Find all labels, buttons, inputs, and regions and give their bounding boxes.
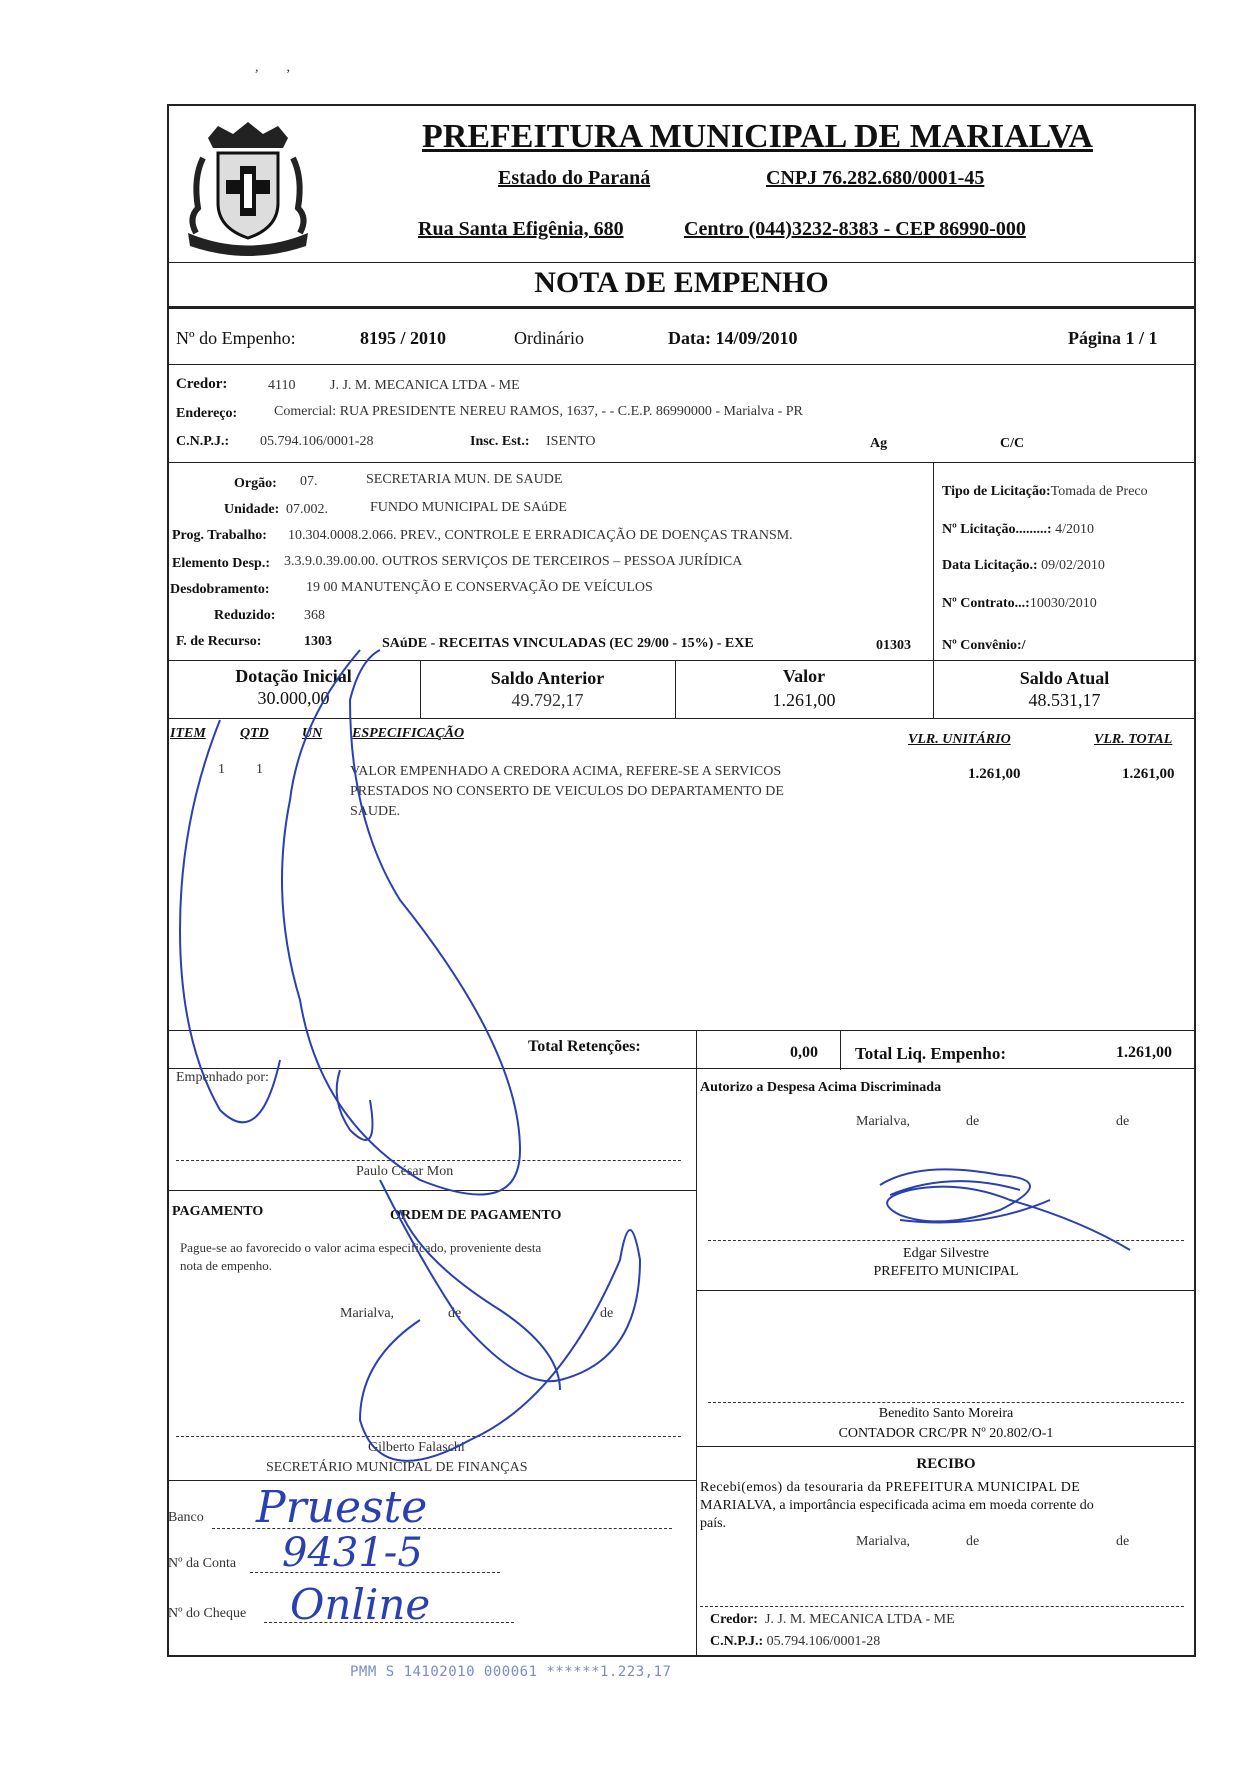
left-arc-stroke	[180, 720, 280, 1122]
credor-code: 4110	[268, 378, 296, 393]
credor-insc: ISENTO	[546, 434, 596, 449]
empenho-page: Página 1 / 1	[1068, 328, 1158, 348]
empenho-number-label: Nº do Empenho:	[176, 328, 296, 348]
pagamento-date-de-1: de	[448, 1306, 462, 1321]
credor-name: J. J. M. MECANICA LTDA - ME	[330, 378, 520, 393]
contador-name: Benedito Santo Moreira	[878, 1406, 1014, 1421]
row-unit-value: 1.261,00	[968, 766, 1021, 782]
row-item: 1	[218, 762, 225, 777]
unidade-label: Unidade:	[224, 502, 280, 517]
contrato-value: 10030/2010	[1029, 596, 1097, 611]
orgao-label: Orgão:	[234, 476, 277, 491]
recurso-label: F. de Recurso:	[176, 634, 262, 649]
prefeito-role: PREFEITO MUNICIPAL	[873, 1264, 1019, 1279]
recibo-date-de-2: de	[1116, 1534, 1130, 1549]
diagonal-signature-stroke	[360, 1180, 640, 1461]
credor-label: Credor:	[176, 376, 228, 392]
contador-role: CONTADOR CRC/PR Nº 20.802/O-1	[838, 1426, 1054, 1441]
empenho-type: Ordinário	[514, 328, 584, 348]
autorizo-date-de-2: de	[1116, 1114, 1130, 1129]
recurso-code: 1303	[304, 634, 332, 649]
conta-label: Nº da Conta	[168, 1556, 237, 1571]
row-qtd: 1	[256, 762, 263, 777]
recibo-date-de-1: de	[966, 1534, 980, 1549]
row-spec-line1: VALOR EMPENHADO A CREDORA ACIMA, REFERE-SE A SERVICOS	[350, 764, 782, 779]
pagamento-date-de-2: de	[600, 1306, 614, 1321]
convenio: Nº Convênio:/	[942, 638, 1026, 653]
contrato: Nº Contrato...:10030/2010	[942, 596, 1097, 611]
document-title: NOTA DE EMPENHO	[534, 266, 829, 299]
empenho-date: Data: 14/09/2010	[668, 328, 798, 348]
cheque-label: Nº do Cheque	[168, 1606, 247, 1621]
desdobramento-label: Desdobramento:	[170, 582, 270, 597]
recibo-text-line1: Recebi(emos) da tesouraria da PREFEITURA MUNICIPAL DE	[700, 1480, 1081, 1495]
licitacao-data-value: 09/02/2010	[1037, 558, 1105, 573]
licitacao-numero: Nº Licitação.........: 4/2010	[942, 522, 1094, 537]
header-cnpj: CNPJ 76.282.680/0001-45	[766, 167, 985, 189]
pagamento-title: PAGAMENTO	[172, 1204, 264, 1219]
qtd-header: QTD	[240, 726, 269, 741]
ordem-pagamento-title: ORDEM DE PAGAMENTO	[390, 1208, 562, 1223]
total-value-header: VLR. TOTAL	[1094, 732, 1173, 747]
recibo-date-marialva: Marialva,	[856, 1534, 911, 1549]
liquido-label: Total Liq. Empenho:	[855, 1044, 1006, 1063]
valor-value: 1.261,00	[772, 690, 836, 710]
dotacao-label: Dotação Inicial	[235, 666, 352, 686]
large-signature-loop	[282, 650, 520, 1195]
pagamento-date-marialva: Marialva,	[340, 1306, 395, 1321]
pague-line1: Pague-se ao favorecido o valor acima especificado, proveniente desta	[180, 1240, 542, 1255]
autorizo-date-marialva: Marialva,	[856, 1114, 911, 1129]
address-label: Endereço:	[176, 406, 238, 421]
elemento-label: Elemento Desp.:	[172, 556, 270, 571]
secretario-name: Gilberto Falaschi	[368, 1440, 465, 1455]
row-total-value: 1.261,00	[1122, 766, 1175, 782]
recibo-text-line2: MARIALVA, a importância especificada acima em moeda corrente do	[700, 1498, 1094, 1513]
credor-address: Comercial: RUA PRESIDENTE NEREU RAMOS, 1637, - - C.E.P. 86990000 - Marialva - PR	[274, 404, 803, 419]
unidade-name: FUNDO MUNICIPAL DE SAúDE	[370, 500, 567, 515]
autorizo-text: Autorizo a Despesa Acima Discriminada	[700, 1080, 942, 1095]
conta-handwriting: 9431-5	[282, 1530, 423, 1576]
un-header: UN	[302, 726, 323, 741]
recibo-cnpj: C.N.P.J.: 05.794.106/0001-28	[710, 1634, 881, 1649]
liquido-value: 1.261,00	[1116, 1044, 1172, 1061]
unidade-code: 07.002.	[286, 502, 328, 517]
item-header: ITEM	[170, 726, 206, 741]
recurso-name: SAúDE - RECEITAS VINCULADAS (EC 29/00 - 15%) - EXE	[382, 636, 754, 651]
secretario-role: SECRETÁRIO MUNICIPAL DE FINANÇAS	[266, 1460, 528, 1475]
cc-label: C/C	[1000, 436, 1025, 451]
scan-mark: , ,	[255, 60, 290, 75]
banco-label: Banco	[168, 1510, 204, 1525]
dotacao-value: 30.000,00	[257, 688, 330, 708]
recibo-cnpj-value: 05.794.106/0001-28	[766, 1634, 881, 1649]
orgao-code: 07.	[300, 474, 318, 489]
ag-label: Ag	[870, 436, 888, 451]
recibo-credor-value: J. J. M. MECANICA LTDA - ME	[764, 1612, 955, 1627]
valor-label: Valor	[782, 666, 826, 686]
header-title: PREFEITURA MUNICIPAL DE MARIALVA	[422, 118, 1093, 155]
empenhado-name: Paulo César Mon	[356, 1164, 454, 1179]
pague-line2: nota de empenho.	[180, 1258, 273, 1273]
especificacao-header: ESPECIFICAÇÃO	[352, 726, 465, 741]
recibo-credor: Credor: J. J. M. MECANICA LTDA - ME	[710, 1612, 955, 1627]
header-contact: Centro (044)3232-8383 - CEP 86990-000	[684, 218, 1026, 240]
retencoes-label: Total Retenções:	[528, 1038, 641, 1055]
recurso-code-2: 01303	[876, 638, 911, 653]
retencoes-value: 0,00	[790, 1044, 818, 1061]
autorizo-date-de-1: de	[966, 1114, 980, 1129]
prefeito-name: Edgar Silvestre	[903, 1246, 989, 1261]
tipo-licitacao-label: Tipo de Licitação:Tomada de Preco	[942, 484, 1148, 499]
insc-label: Insc. Est.:	[470, 434, 530, 449]
row-spec-line3: SAUDE.	[350, 804, 401, 819]
header-address: Rua Santa Efigênia, 680	[418, 218, 624, 240]
tipo-licitacao-value: Tomada de Preco	[1050, 484, 1148, 499]
saldo-anterior-label: Saldo Anterior	[490, 668, 605, 688]
orgao-name: SECRETARIA MUN. DE SAUDE	[366, 472, 563, 487]
recibo-title: RECIBO	[916, 1456, 976, 1472]
cnpj-label: C.N.P.J.:	[176, 434, 230, 449]
empenho-number: 8195 / 2010	[360, 328, 447, 348]
reduzido-value: 368	[304, 608, 325, 623]
header-state: Estado do Paraná	[498, 167, 651, 189]
recibo-text-line3: país.	[700, 1516, 727, 1531]
unit-value-header: VLR. UNITÁRIO	[908, 732, 1011, 747]
row-spec-line2: PRESTADOS NO CONSERTO DE VEICULOS DO DEPARTAMENTO DE	[350, 784, 784, 799]
saldo-anterior-value: 49.792,17	[511, 690, 584, 710]
prefeito-signature	[880, 1169, 1130, 1250]
ordem-stroke	[400, 1210, 560, 1390]
reduzido-label: Reduzido:	[214, 608, 276, 623]
vertical-stroke	[337, 1070, 373, 1140]
bank-stamp: PMM S 14102010 000061 ******1.223,17	[350, 1664, 672, 1680]
licitacao-numero-value: 4/2010	[1051, 522, 1094, 537]
licitacao-data: Data Licitação.: 09/02/2010	[942, 558, 1105, 573]
saldo-atual-value: 48.531,17	[1028, 690, 1101, 710]
saldo-atual-label: Saldo Atual	[1019, 668, 1110, 688]
empenhado-label: Empenhado por:	[176, 1070, 269, 1085]
banco-handwriting: Prueste	[256, 1482, 428, 1533]
credor-cnpj: 05.794.106/0001-28	[260, 434, 374, 449]
prog-value: 10.304.0008.2.066. PREV., CONTROLE E ERRADICAÇÃO DE DOENÇAS TRANSM.	[288, 528, 793, 543]
elemento-value: 3.3.9.0.39.00.00. OUTROS SERVIÇOS DE TERCEIROS – PESSOA JURÍDICA	[284, 554, 743, 569]
cheque-handwriting: Online	[290, 1580, 431, 1629]
prog-label: Prog. Trabalho:	[172, 528, 267, 543]
desdobramento-value: 19 00 MANUTENÇÃO E CONSERVAÇÃO DE VEÍCULOS	[306, 580, 653, 595]
